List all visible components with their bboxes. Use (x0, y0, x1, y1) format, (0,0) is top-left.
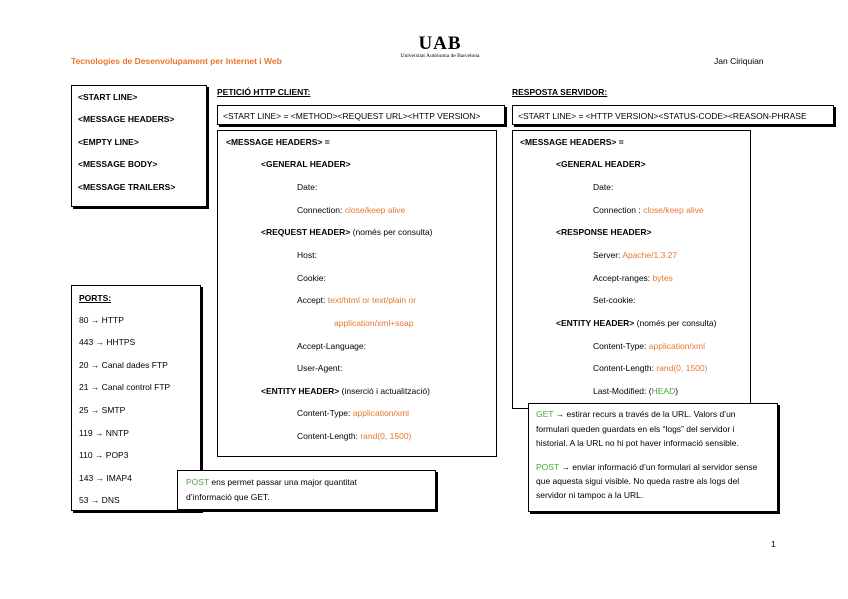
client-start-line-box (217, 105, 505, 125)
client-headers-box (217, 130, 497, 457)
server-general: <GENERAL HEADER> (556, 159, 646, 169)
logo-text: UAB (418, 33, 462, 54)
server-setcookie: Set-cookie: (593, 295, 636, 305)
server-date: Date: (593, 182, 614, 192)
server-start-line-box (512, 105, 834, 125)
client-cookie: Cookie: (297, 273, 326, 283)
post-note-line-2: d’informació que GET. (186, 492, 270, 502)
client-entity: <ENTITY HEADER> (inserció i actualització) (261, 386, 430, 396)
structure-item: <EMPTY LINE> (78, 137, 139, 147)
get-line-2: formulari queden guardats en els “logs” del servidor i (536, 424, 735, 434)
client-accept-lang: Accept-Language: (297, 341, 366, 351)
server-ranges: Accept-ranges: bytes (593, 273, 673, 283)
structure-item: <MESSAGE TRAILERS> (78, 182, 176, 192)
port-item: 20 → Canal dades FTP (79, 360, 168, 370)
get-line-3: historial. A la URL no hi pot haver informació sensible. (536, 438, 739, 448)
port-item: 119 → NNTP (79, 428, 129, 438)
client-general: <GENERAL HEADER> (261, 159, 351, 169)
page-number: 1 (771, 539, 776, 549)
client-ctype: Content-Type: application/xml (297, 408, 409, 418)
server-title: RESPOSTA SERVIDOR: (512, 87, 608, 97)
port-item: 143 → IMAP4 (79, 473, 132, 483)
server-clen: Content-Length: rand(0, 1500) (593, 363, 708, 373)
client-start-line: <START LINE> = <METHOD><REQUEST URL><HTTP VERSION> (223, 111, 481, 121)
message-structure-box (71, 85, 207, 207)
server-start-line: <START LINE> = <HTTP VERSION><STATUS-CODE><REASON-PHRASE (518, 111, 807, 121)
author-name: Jan Ciriquian (714, 56, 764, 66)
structure-item: <MESSAGE HEADERS> (78, 114, 175, 124)
post-note (177, 470, 436, 510)
post-line-1: POST → enviar informació d’un formulari al servidor sense (536, 462, 758, 472)
client-title: PETICIÓ HTTP CLIENT: (217, 87, 311, 97)
server-ctype: Content-Type: application/xml (593, 341, 705, 351)
server-response: <RESPONSE HEADER> (556, 227, 652, 237)
client-user-agent: User-Agent: (297, 363, 343, 373)
client-connection: Connection: close/keep alive (297, 205, 406, 215)
get-line-1: GET → estirar recurs a través de la URL. Valors d’un (536, 409, 736, 419)
server-lastmod: Last-Modified: (HEAD) (593, 386, 679, 396)
port-item: 53 → DNS (79, 495, 120, 505)
client-request: <REQUEST HEADER> (només per consulta) (261, 227, 433, 237)
client-accept: Accept: text/html or text/plain or (297, 295, 417, 305)
logo-subtitle: Universitat Autònoma de Barcelona (400, 53, 480, 59)
ports-title: PORTS: (79, 293, 112, 303)
post-line-2: que aquesta sigui visible. No queda rastre als logs del (536, 476, 740, 486)
structure-item: <START LINE> (78, 92, 138, 102)
server-headers-box (512, 130, 751, 409)
post-note-line-1: POST ens permet passar una major quantitat (186, 477, 357, 487)
structure-item: <MESSAGE BODY> (78, 159, 158, 169)
port-item: 21 → Canal control FTP (79, 382, 171, 392)
server-server: Server: Apache/1.3.27 (593, 250, 678, 260)
client-clen: Content-Length: rand(0, 1500) (297, 431, 412, 441)
get-post-note (528, 403, 778, 512)
client-accept-cont: application/xml+soap (334, 318, 414, 328)
port-item: 80 → HTTP (79, 315, 124, 325)
course-title: Tecnologies de Desenvolupament per Internet i Web (71, 56, 282, 66)
port-item: 25 → SMTP (79, 405, 126, 415)
client-mh: <MESSAGE HEADERS> = (226, 137, 330, 147)
client-date: Date: (297, 182, 318, 192)
server-mh: <MESSAGE HEADERS> = (520, 137, 624, 147)
port-item: 110 → POP3 (79, 450, 129, 460)
server-entity: <ENTITY HEADER> (només per consulta) (556, 318, 717, 328)
post-line-3: servidor ni tampoc a la URL. (536, 490, 644, 500)
client-host: Host: (297, 250, 317, 260)
uab-logo (385, 34, 495, 59)
server-connection: Connection : close/keep alive (593, 205, 704, 215)
port-item: 443 → HHTPS (79, 337, 136, 347)
